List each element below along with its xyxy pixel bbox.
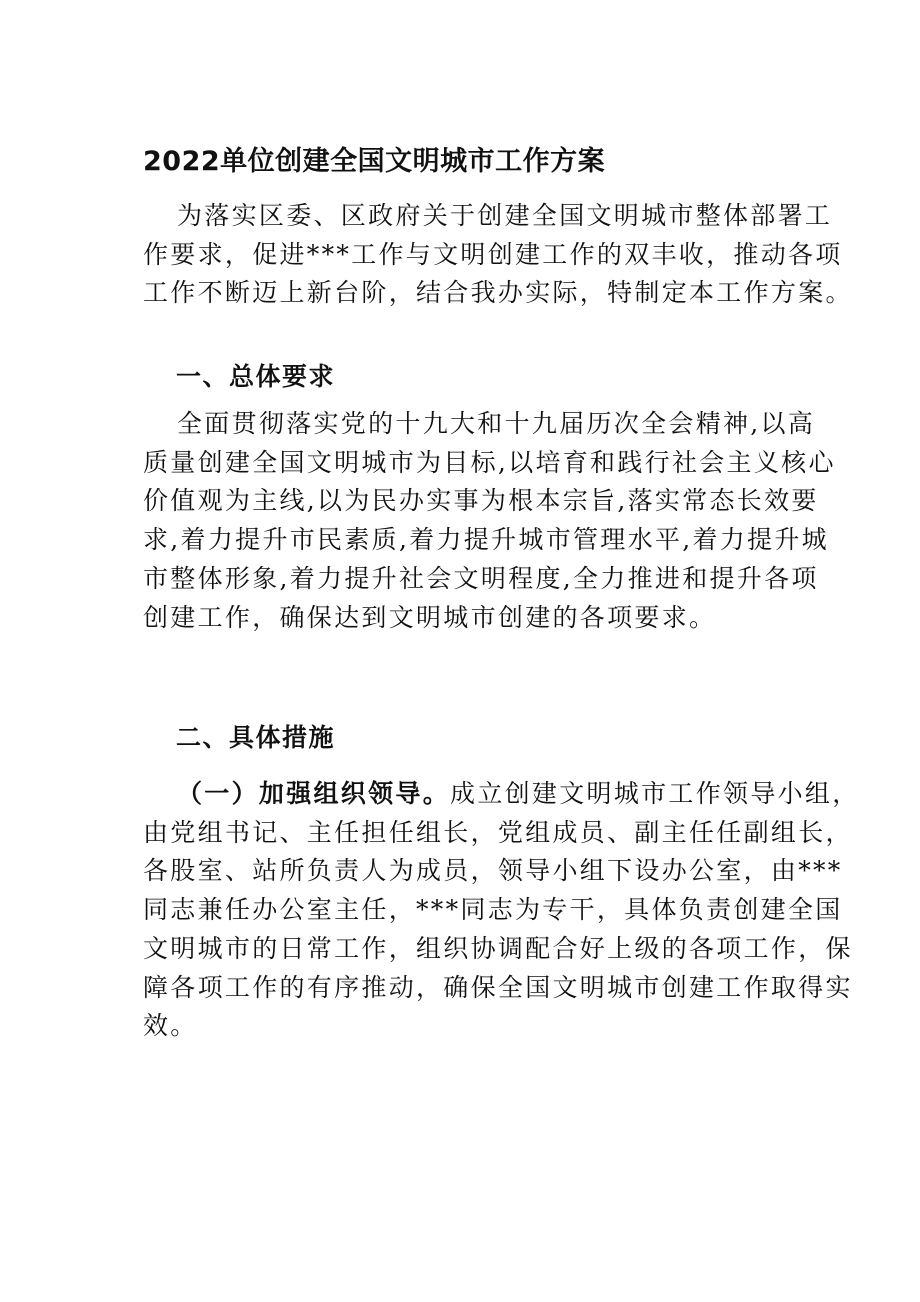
organization-leadership-paragraph	[143, 775, 860, 1046]
paragraph-line: 效。	[143, 1011, 198, 1041]
paragraph-line: 由党组书记、主任担任组长，党组成员、副主任任副组长，	[143, 817, 853, 847]
intro-paragraph	[143, 197, 853, 313]
paragraph-line: 工作不断迈上新台阶，结合我办实际，特制定本工作方案。	[143, 278, 853, 308]
section-heading-specific-measures: 二、具体措施	[176, 723, 336, 752]
paragraph-line: 质量创建全国文明城市为目标,以培育和践行社会主义核心	[143, 447, 836, 477]
paragraph-first-line	[143, 775, 860, 814]
paragraph-line: 作要求，促进***工作与文明创建工作的双丰收，推动各项	[143, 239, 843, 269]
paragraph-line: 创建工作，确保达到文明城市创建的各项要求。	[143, 602, 717, 632]
section-heading-overall-requirements: 一、总体要求	[176, 362, 336, 391]
paragraph-line: 求,着力提升市民素质,着力提升城市管理水平,着力提升城	[143, 525, 829, 555]
paragraph-line: 同志兼任办公室主任，***同志为专干，具体负责创建全国	[143, 895, 843, 925]
paragraph-line: 障各项工作的有序推动，确保全国文明城市创建工作取得实	[143, 972, 853, 1002]
overall-requirements-paragraph	[143, 405, 836, 637]
paragraph-line: 市整体形象,着力提升社会文明程度,全力推进和提升各项	[143, 563, 819, 593]
paragraph-line: 文明城市的日常工作，组织协调配合好上级的各项工作，保	[143, 933, 853, 963]
item-lead-heading: （一）加强组织领导。	[177, 779, 451, 808]
paragraph-line-rest: 成立创建文明城市工作领导小组，	[450, 779, 860, 808]
paragraph-line: 为落实区委、区政府关于创建全国文明城市整体部署工	[177, 201, 833, 230]
paragraph-line: 全面贯彻落实党的十九大和十九届历次全会精神,以高	[177, 409, 816, 438]
paragraph-line: 价值观为主线,以为民办实事为根本宗旨,落实常态长效要	[143, 486, 819, 516]
paragraph-line: 各股室、站所负责人为成员，领导小组下设办公室，由***	[143, 856, 843, 886]
document-title: 2022单位创建全国文明城市工作方案	[143, 146, 606, 177]
